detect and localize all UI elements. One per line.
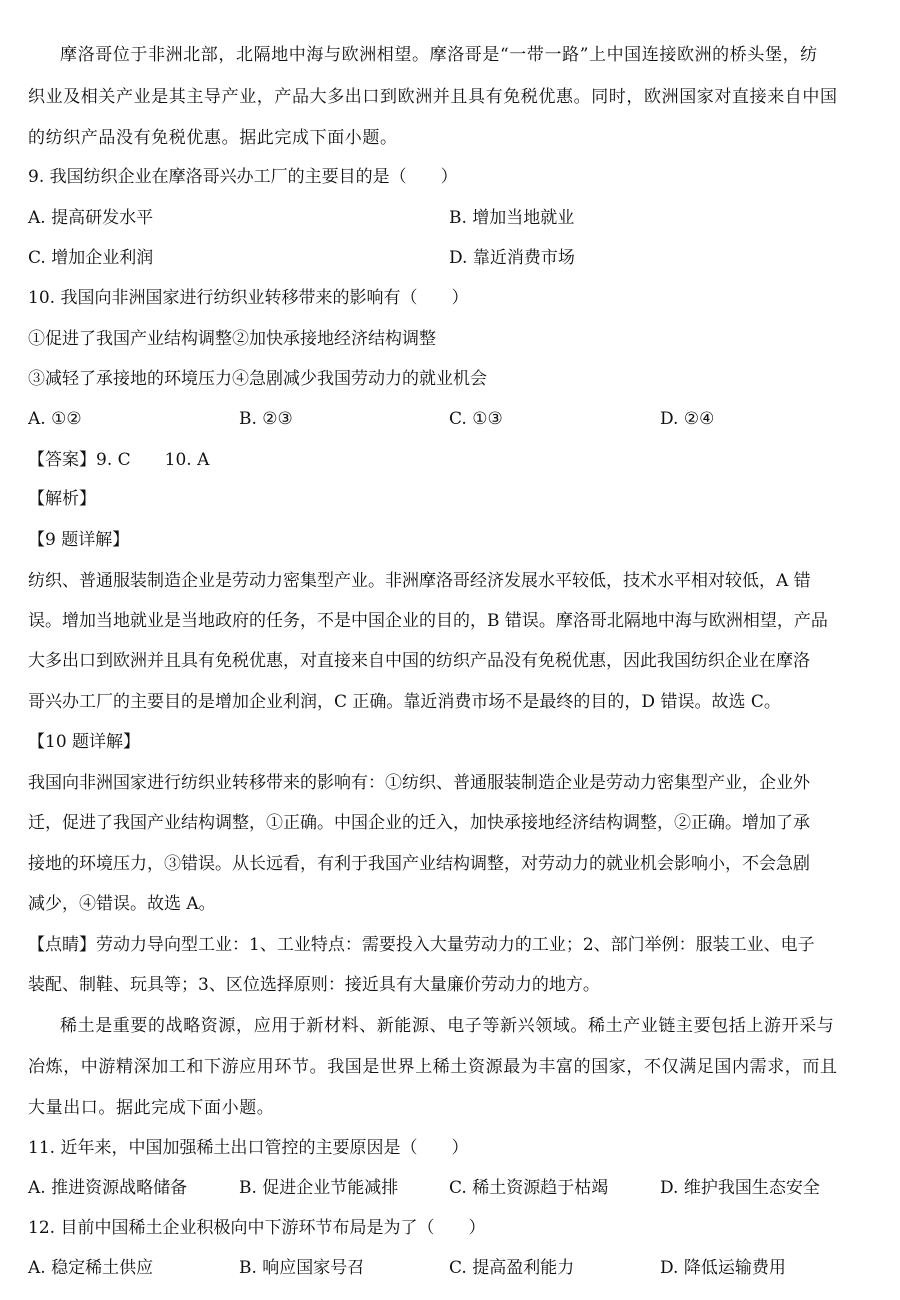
q10-option-b: B. ②③ xyxy=(239,409,293,429)
q9-option-b: B. 增加当地就业 xyxy=(449,208,575,228)
passage1-line-3: 的纺织产品没有免税优惠。据此完成下面小题。 xyxy=(28,128,398,148)
passage2-line-3: 大量出口。据此完成下面小题。 xyxy=(28,1098,275,1118)
q9-detail-line-2: 误。增加当地就业是当地政府的任务，不是中国企业的目的，B 错误。摩洛哥北隔地中海与欧洲相望，产品 xyxy=(28,611,828,631)
passage2-line-2: 冶炼，中游精深加工和下游应用环节。我国是世界上稀土资源最为丰富的国家，不仅满足国内需求，而且 xyxy=(28,1057,838,1077)
q12-option-a: A. 稳定稀土供应 xyxy=(28,1258,154,1278)
q10-option-c: C. ①③ xyxy=(449,409,503,429)
q12-option-d: D. 降低运输费用 xyxy=(660,1258,786,1278)
q12-option-b: B. 响应国家号召 xyxy=(239,1258,365,1278)
q11-option-b: B. 促进企业节能减排 xyxy=(239,1178,399,1198)
q9-option-a: A. 提高研发水平 xyxy=(28,208,154,228)
q10-detail-line-2: 迁，促进了我国产业结构调整，①正确。中国企业的迁入，加快承接地经济结构调整，②正确。增加了承 xyxy=(28,813,810,833)
passage2-line-1: 稀土是重要的战略资源，应用于新材料、新能源、电子等新兴领域。稀土产业链主要包括上游开采与 xyxy=(60,1016,835,1036)
q10-detail-line-4: 减少，④错误。故选 A。 xyxy=(28,894,216,914)
q9-option-c: C. 增加企业利润 xyxy=(28,248,154,268)
q11-option-a: A. 推进资源战略储备 xyxy=(28,1178,188,1198)
q10-detail-line-3: 接地的环境压力，③错误。从长远看，有利于我国产业结构调整，对劳动力的就业机会影响小，不会急剧 xyxy=(28,854,810,874)
q12-stem: 12. 目前中国稀土企业积极向中下游环节布局是为了（ ） xyxy=(28,1218,486,1238)
q9-option-d: D. 靠近消费市场 xyxy=(449,248,575,268)
q10-option-a: A. ①② xyxy=(28,409,82,429)
q10-detail-heading: 【10 题详解】 xyxy=(28,732,141,752)
q9-detail-line-1: 纺织、普通服装制造企业是劳动力密集型产业。非洲摩洛哥经济发展水平较低，技术水平相对较低，A 错 xyxy=(28,571,811,591)
q9-detail-line-4: 哥兴办工厂的主要目的是增加企业利润，C 正确。靠近消费市场不是最终的目的，D 错误。故选 C。 xyxy=(28,692,781,712)
q11-stem: 11. 近年来，中国加强稀土出口管控的主要原因是（ ） xyxy=(28,1138,469,1158)
q11-option-d: D. 维护我国生态安全 xyxy=(660,1178,820,1198)
q10-items-line-2: ③减轻了承接地的环境压力④急剧减少我国劳动力的就业机会 xyxy=(28,369,487,389)
q9-detail-heading: 【9 题详解】 xyxy=(28,530,130,550)
analysis-label: 【解析】 xyxy=(28,489,96,509)
q10-detail-line-1: 我国向非洲国家进行纺织业转移带来的影响有：①纺织、普通服装制造企业是劳动力密集型产业，企业外 xyxy=(28,773,810,793)
q10-stem: 10. 我国向非洲国家进行纺织业转移带来的影响有（ ） xyxy=(28,288,469,308)
answer-line: 【答案】9. C 10. A xyxy=(28,450,210,470)
q10-option-d: D. ②④ xyxy=(660,409,715,429)
passage1-line-2: 织业及相关产业是其主导产业，产品大多出口到欧洲并且具有免税优惠。同时，欧洲国家对直接来自中国 xyxy=(28,87,838,107)
q9-stem: 9. 我国纺织企业在摩洛哥兴办工厂的主要目的是（ ） xyxy=(28,167,458,187)
q9-detail-line-3: 大多出口到欧洲并且具有免税优惠，对直接来自中国的纺织产品没有免税优惠，因此我国纺织企业在摩洛 xyxy=(28,651,810,671)
tip-line-1: 【点睛】劳动力导向型工业：1、工业特点：需要投入大量劳动力的工业；2、部门举例：服装工业、电子 xyxy=(28,935,815,955)
q11-option-c: C. 稀土资源趋于枯竭 xyxy=(449,1178,609,1198)
q12-option-c: C. 提高盈利能力 xyxy=(449,1258,575,1278)
passage1-line-1: 摩洛哥位于非洲北部，北隔地中海与欧洲相望。摩洛哥是“一带一路”上中国连接欧洲的桥头堡，纺 xyxy=(60,45,818,65)
q10-items-line-1: ①促进了我国产业结构调整②加快承接地经济结构调整 xyxy=(28,329,436,349)
tip-line-2: 装配、制鞋、玩具等；3、区位选择原则：接近具有大量廉价劳动力的地方。 xyxy=(28,975,600,995)
